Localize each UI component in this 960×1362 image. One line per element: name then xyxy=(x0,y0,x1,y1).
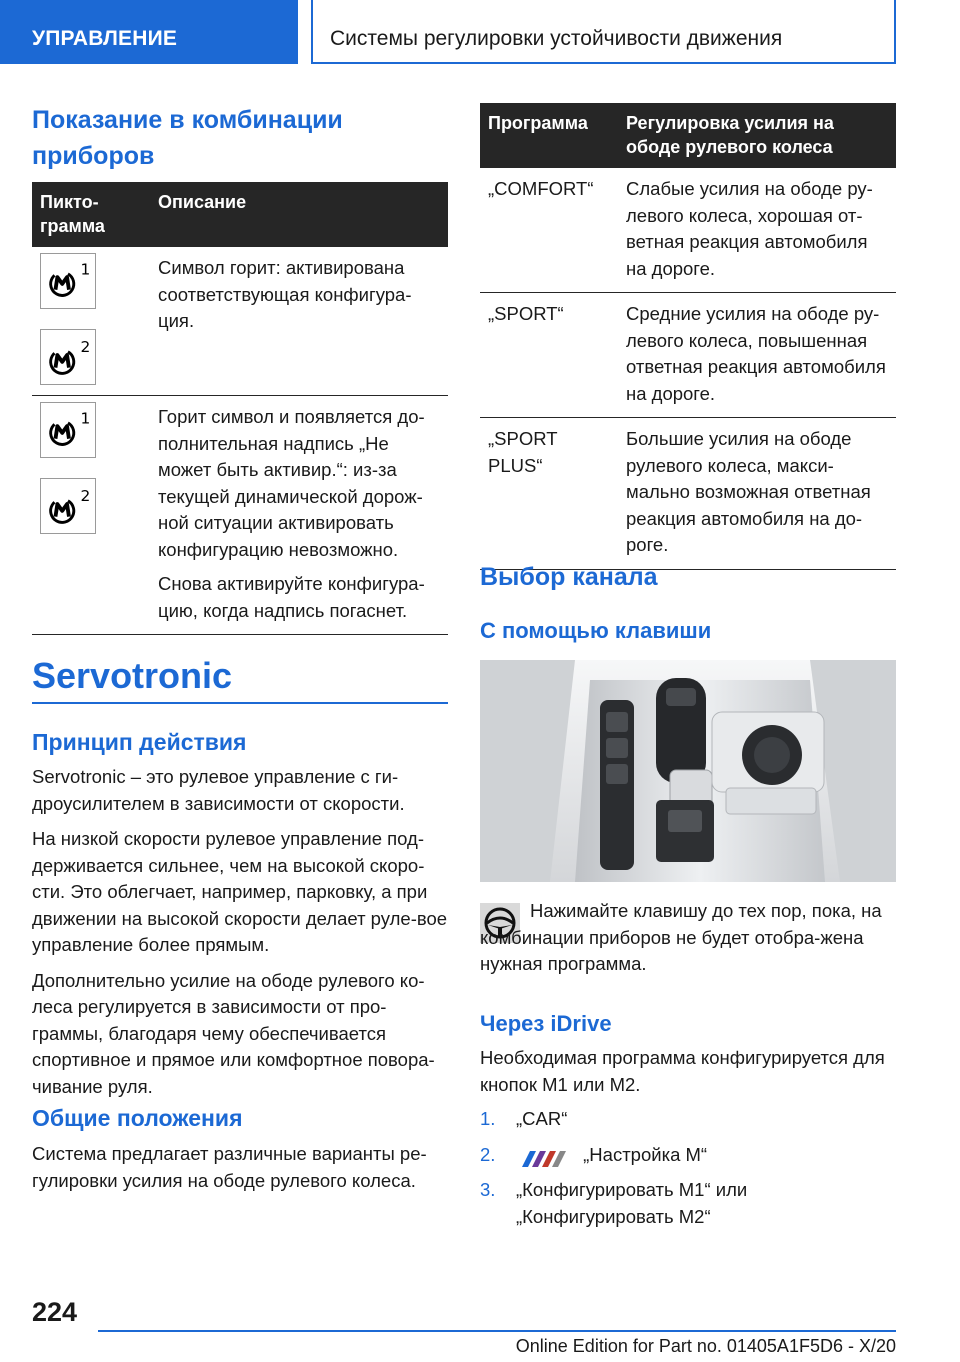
step-text: „Конфигурировать M1“ или „Конфигурировать M2“ xyxy=(516,1179,748,1227)
program-description-cell: Слабые усилия на ободе ру-левого колеса, хорошая от-ветная реакция автомобиля на дороге. xyxy=(618,168,896,293)
list-item xyxy=(480,1177,896,1230)
idrive-steps-list xyxy=(480,1106,896,1239)
svg-text:2: 2 xyxy=(80,487,91,506)
principle-paragraph: Дополнительно усилие на ободе рулевого ко-леса регулируется в зависимости от про-граммы, благодаря чему обеспечивается спортивное и прямое или комфортное повора-чивание руля. xyxy=(32,969,435,1097)
table-row xyxy=(32,247,448,396)
pictogram-cell xyxy=(32,247,150,396)
step-number: 1. xyxy=(480,1108,496,1129)
principle-paragraph: Servotronic – это рулевое управление с ги-дроусилителем в зависимости от скорости. xyxy=(32,766,405,814)
idrive-subheading: Через iDrive xyxy=(480,1011,612,1036)
step-number: 2. xyxy=(480,1143,496,1165)
description-paragraph: Снова активируйте конфигура-цию, когда надпись погаснет. xyxy=(158,573,425,621)
program-name-cell: „COMFORT“ xyxy=(480,168,618,293)
principle-heading: Принцип действия xyxy=(32,729,247,755)
step-text: „CAR“ xyxy=(516,1108,568,1129)
pictogram-cell xyxy=(32,396,150,635)
principle-paragraph: На низкой скорости рулевое управление под-держивается сильнее, чем на высокой скоро-сти. Это облегчает, например, парковку, а при движении на высокой скорости делает руле-вое управление более прямым. xyxy=(32,828,448,955)
header-section-label: УПРАВЛЕНИЕ xyxy=(0,0,298,64)
button-subheading: С помощью клавиши xyxy=(480,618,712,643)
description-cell: Символ горит: активирована соответствующая конфигура-ция. xyxy=(150,247,448,396)
description-column-header: Описание xyxy=(150,182,448,247)
idrive-text: Необходимая программа конфигурируется для кнопок M1 или M2. xyxy=(480,1047,885,1095)
servotronic-title: Servotronic xyxy=(32,655,233,696)
list-item xyxy=(480,1106,896,1133)
table-row xyxy=(480,293,896,418)
channel-heading: Выбор канала xyxy=(480,563,658,591)
list-item xyxy=(480,1142,896,1169)
step-text: „Настройка M“ xyxy=(583,1143,708,1165)
pictogram-column-header: Пикто- грамма xyxy=(32,182,150,247)
program-table xyxy=(480,103,896,570)
footer-rule xyxy=(98,1330,896,1332)
program-column-header: Программа xyxy=(480,103,618,168)
m1-mode-icon xyxy=(40,253,96,309)
servotronic-rule xyxy=(32,702,448,704)
table-row xyxy=(480,168,896,293)
principle-body xyxy=(32,764,448,1100)
svg-text:2: 2 xyxy=(80,338,91,357)
svg-text:1: 1 xyxy=(80,260,91,279)
description-cell xyxy=(150,396,448,635)
table-row xyxy=(32,396,448,635)
pictogram-section-title: Показание в комбинации приборов xyxy=(32,106,343,170)
center-console-photo xyxy=(480,660,896,882)
svg-text:1: 1 xyxy=(80,409,91,428)
table-row xyxy=(480,418,896,570)
m2-mode-icon xyxy=(40,329,96,385)
program-description-cell: Средние усилия на ободе ру-левого колеса, повышенная ответная реакция автомобиля на дороге. xyxy=(618,293,896,418)
header-topic-title: Системы регулировки устойчивости движения xyxy=(311,0,896,64)
pictogram-table xyxy=(32,182,448,635)
general-heading: Общие положения xyxy=(32,1105,243,1131)
program-name-cell: „SPORT“ xyxy=(480,293,618,418)
description-paragraph: Горит символ и появляется до-полнительная надпись „Не может быть активир.“: из-за текущей динамической дорож-ной ситуации активировать конфигурацию невозможно. xyxy=(158,406,425,560)
edition-text: Online Edition for Part no. 01405A1F5D6 - X/20 xyxy=(515,1336,896,1356)
regulation-column-header: Регулировка усилия на ободе рулевого колеса xyxy=(618,103,896,168)
m1-mode-icon xyxy=(40,402,96,458)
m-stripes-icon xyxy=(516,1148,568,1164)
page-number: 224 xyxy=(32,1297,78,1327)
general-paragraph: Система предлагает различные варианты ре-гулировки усилия на ободе рулевого колеса. xyxy=(32,1143,427,1191)
step-number: 3. xyxy=(480,1179,496,1200)
button-instruction-text: Нажимайте клавишу до тех пор, пока, на комбинации приборов не будет отобра-жена нужная программа. xyxy=(480,900,882,974)
program-description-cell: Большие усилия на ободе рулевого колеса, макси-мально возможная ответная реакция автомобиля на до-роге. xyxy=(618,418,896,570)
m2-mode-icon xyxy=(40,478,96,534)
center-console-illustration xyxy=(480,660,896,882)
program-name-cell: „SPORT PLUS“ xyxy=(480,418,618,570)
